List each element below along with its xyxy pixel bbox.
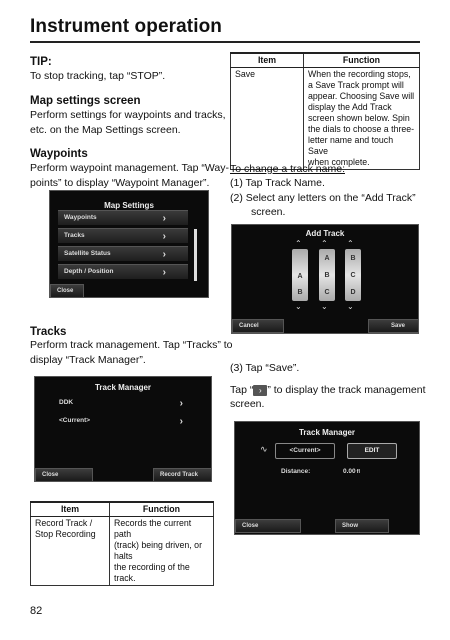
chevron-right-icon: › <box>162 267 166 278</box>
map-settings-heading: Map settings screen <box>30 95 141 107</box>
chevron-up-icon[interactable]: ⌃ <box>295 239 302 248</box>
chevron-up-icon[interactable]: ⌃ <box>321 239 328 248</box>
edit-button[interactable]: EDIT <box>347 443 397 459</box>
distance-label: Distance: <box>281 468 311 475</box>
chevron-down-icon[interactable]: ⌄ <box>347 302 354 311</box>
dial-letter: C <box>350 272 356 279</box>
step-3: (3) Tap “Save”. <box>230 362 300 374</box>
depth-position-row-label: Depth / Position <box>64 268 114 275</box>
tip-heading: TIP: <box>30 56 52 68</box>
track-name-field[interactable]: <Current> <box>275 443 335 459</box>
dial-letter: C <box>324 289 330 296</box>
chevron-down-icon[interactable]: ⌄ <box>295 302 302 311</box>
track-manager-title: Track Manager <box>298 428 356 437</box>
table-header-item: Item <box>31 502 110 517</box>
title-rule <box>30 41 420 43</box>
change-name-heading: To change a track name: <box>230 163 345 175</box>
table-cell-function: When the recording stops, a Save Track prompt will appear. Choosing Save will display the Add Track screen shown below. Spin the dials to choose a three- letter name and touch Save when complete. <box>304 68 420 170</box>
tip-text: To stop tracking, tap “STOP”. <box>30 70 166 82</box>
save-table <box>230 52 420 170</box>
chevron-right-icon: › <box>179 416 183 427</box>
step-2-line-1: (2) Select any letters on the “Add Track” <box>230 192 416 204</box>
distance-value: 0.00fl <box>343 468 361 475</box>
close-button[interactable]: Close <box>50 284 84 298</box>
chevron-right-icon: › <box>162 231 166 242</box>
current-row[interactable] <box>53 414 205 429</box>
letter-dial-3[interactable] <box>345 249 361 301</box>
table-cell-item: Save <box>231 68 304 170</box>
chevron-right-icon: › <box>253 385 267 396</box>
waypoints-row[interactable] <box>58 210 188 225</box>
dial-letter: A <box>297 273 303 280</box>
chevron-up-icon[interactable]: ⌃ <box>347 239 354 248</box>
step-1: (1) Tap Track Name. <box>230 177 325 189</box>
track-manager-screen <box>34 376 212 482</box>
track-manager-title: Track Manager <box>94 383 152 392</box>
track-manager-detail-screen <box>234 421 420 535</box>
page-title: Instrument operation <box>30 16 223 37</box>
satellite-status-row-label: Satellite Status <box>64 250 111 257</box>
dial-letter: B <box>324 272 330 279</box>
chevron-right-icon: › <box>162 213 166 224</box>
save-button[interactable]: Save <box>368 319 419 333</box>
letter-dial-1[interactable] <box>292 249 308 301</box>
satellite-status-row[interactable] <box>58 246 188 261</box>
table-cell-item: Record Track / Stop Recording <box>31 517 110 586</box>
page-number: 82 <box>30 605 43 617</box>
table-cell-function: Records the current path (track) being driven, or halts the recording of the track. <box>110 517 214 586</box>
step-2-line-2: screen. <box>251 206 286 218</box>
tracks-text-2: display “Track Manager”. <box>30 354 146 366</box>
map-settings-text-2: etc. on the Map Settings screen. <box>30 124 181 136</box>
tracks-row-label: Tracks <box>64 232 85 239</box>
add-track-screen <box>231 224 419 334</box>
chevron-right-icon: › <box>179 398 183 409</box>
waypoints-row-label: Waypoints <box>64 214 97 221</box>
record-track-button[interactable]: Record Track <box>153 468 212 482</box>
dial-letter: B <box>350 255 356 262</box>
map-settings-text-1: Perform settings for waypoints and tracks, <box>30 109 226 121</box>
cancel-button[interactable]: Cancel <box>232 319 284 333</box>
tracks-row[interactable] <box>58 228 188 243</box>
waypoints-text-2: points” to display “Waypoint Manager”. <box>30 177 210 189</box>
chevron-right-icon: › <box>162 249 166 260</box>
ddk-row-label: DDK <box>59 399 74 406</box>
waypoints-heading: Waypoints <box>30 148 88 160</box>
tap-info-line-1: Tap “ › ” to display the track management <box>230 384 426 396</box>
track-icon: ∿ <box>260 444 268 454</box>
table-header-function: Function <box>304 53 420 68</box>
waypoints-text-1: Perform waypoint management. Tap “Way- <box>30 162 229 174</box>
table-row <box>231 68 420 170</box>
record-track-table <box>30 501 214 586</box>
tracks-text-1: Perform track management. Tap “Tracks” to <box>30 339 233 351</box>
map-settings-screen <box>49 190 209 298</box>
close-button[interactable]: Close <box>235 519 301 533</box>
ddk-row[interactable] <box>53 396 205 411</box>
table-header-function: Function <box>110 502 214 517</box>
dial-letter: B <box>297 289 303 296</box>
close-button[interactable]: Close <box>35 468 93 482</box>
chevron-down-icon[interactable]: ⌄ <box>321 302 328 311</box>
letter-dial-2[interactable] <box>319 249 335 301</box>
map-settings-title: Map Settings <box>104 201 154 210</box>
scrollbar[interactable] <box>194 229 197 281</box>
tap-info-line-2: screen. <box>230 398 265 410</box>
show-button[interactable]: Show <box>335 519 389 533</box>
table-row <box>31 517 214 586</box>
depth-position-row[interactable] <box>58 264 188 279</box>
dial-letter: A <box>324 255 330 262</box>
tracks-heading: Tracks <box>30 326 67 338</box>
add-track-title: Add Track <box>305 229 345 238</box>
table-header-item: Item <box>231 53 304 68</box>
dial-letter: D <box>350 289 356 296</box>
current-row-label: <Current> <box>59 417 91 424</box>
